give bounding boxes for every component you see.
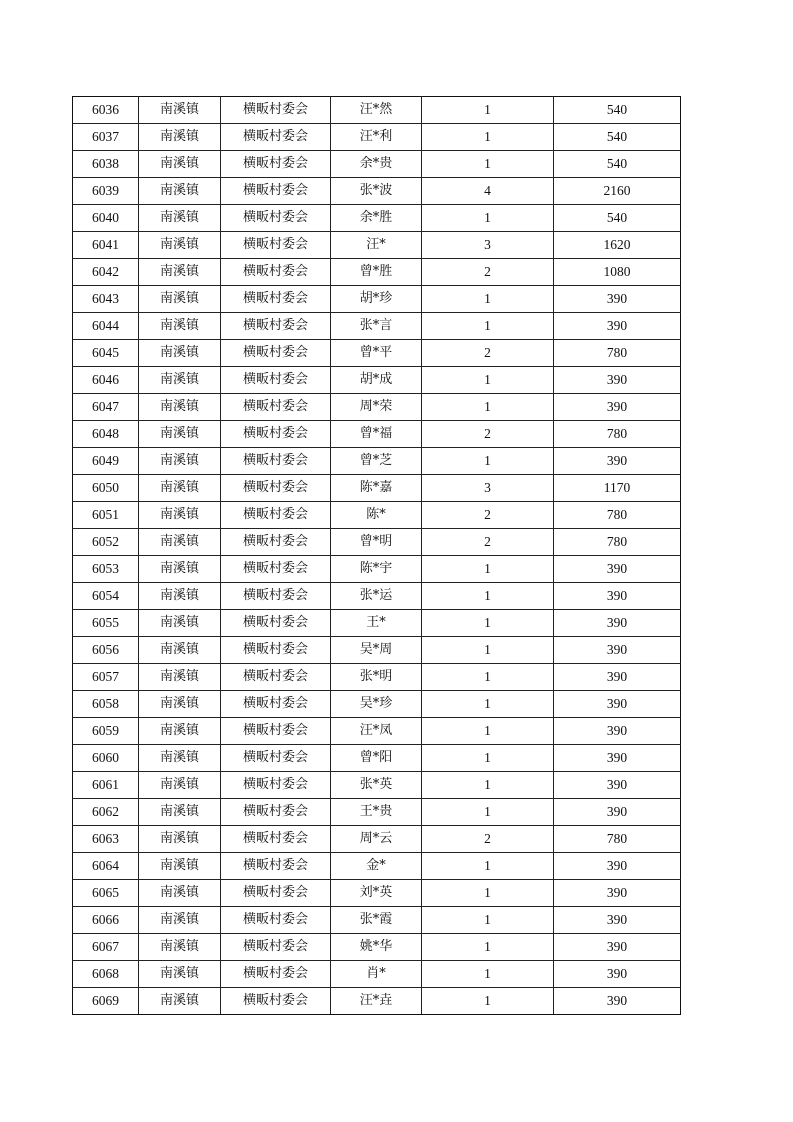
table-row (73, 232, 681, 259)
town-cell: 南溪镇 (139, 394, 221, 421)
name-cell: 周*云 (331, 826, 422, 853)
serial-number-cell: 6045 (73, 340, 139, 367)
amount-cell: 540 (554, 205, 681, 232)
village-committee-cell: 横畈村委会 (221, 502, 331, 529)
town-cell: 南溪镇 (139, 610, 221, 637)
town-cell: 南溪镇 (139, 718, 221, 745)
town-cell: 南溪镇 (139, 556, 221, 583)
count-cell: 1 (422, 313, 554, 340)
serial-number-cell: 6036 (73, 97, 139, 124)
town-cell: 南溪镇 (139, 475, 221, 502)
count-cell: 1 (422, 880, 554, 907)
count-cell: 1 (422, 124, 554, 151)
serial-number-cell: 6067 (73, 934, 139, 961)
name-cell: 曾*阳 (331, 745, 422, 772)
amount-cell: 390 (554, 610, 681, 637)
village-committee-cell: 横畈村委会 (221, 340, 331, 367)
table-row (73, 124, 681, 151)
table-row (73, 421, 681, 448)
serial-number-cell: 6051 (73, 502, 139, 529)
table-row (73, 178, 681, 205)
town-cell: 南溪镇 (139, 232, 221, 259)
amount-cell: 540 (554, 97, 681, 124)
name-cell: 张*霞 (331, 907, 422, 934)
village-committee-cell: 横畈村委会 (221, 826, 331, 853)
amount-cell: 390 (554, 745, 681, 772)
serial-number-cell: 6043 (73, 286, 139, 313)
serial-number-cell: 6050 (73, 475, 139, 502)
village-committee-cell: 横畈村委会 (221, 97, 331, 124)
serial-number-cell: 6038 (73, 151, 139, 178)
count-cell: 1 (422, 556, 554, 583)
village-committee-cell: 横畈村委会 (221, 583, 331, 610)
name-cell: 汪*然 (331, 97, 422, 124)
town-cell: 南溪镇 (139, 205, 221, 232)
name-cell: 胡*珍 (331, 286, 422, 313)
village-committee-cell: 横畈村委会 (221, 421, 331, 448)
table-row (73, 394, 681, 421)
table-row (73, 367, 681, 394)
table-row (73, 313, 681, 340)
town-cell: 南溪镇 (139, 799, 221, 826)
name-cell: 汪* (331, 232, 422, 259)
town-cell: 南溪镇 (139, 313, 221, 340)
serial-number-cell: 6060 (73, 745, 139, 772)
town-cell: 南溪镇 (139, 934, 221, 961)
serial-number-cell: 6047 (73, 394, 139, 421)
table-row (73, 718, 681, 745)
table-row (73, 664, 681, 691)
table-row (73, 556, 681, 583)
serial-number-cell: 6048 (73, 421, 139, 448)
amount-cell: 390 (554, 448, 681, 475)
amount-cell: 780 (554, 421, 681, 448)
serial-number-cell: 6064 (73, 853, 139, 880)
town-cell: 南溪镇 (139, 988, 221, 1015)
amount-cell: 1170 (554, 475, 681, 502)
village-committee-cell: 横畈村委会 (221, 394, 331, 421)
amount-cell: 390 (554, 664, 681, 691)
table-row (73, 97, 681, 124)
serial-number-cell: 6069 (73, 988, 139, 1015)
serial-number-cell: 6062 (73, 799, 139, 826)
town-cell: 南溪镇 (139, 367, 221, 394)
amount-cell: 780 (554, 529, 681, 556)
serial-number-cell: 6054 (73, 583, 139, 610)
count-cell: 1 (422, 151, 554, 178)
amount-cell: 390 (554, 367, 681, 394)
serial-number-cell: 6039 (73, 178, 139, 205)
serial-number-cell: 6040 (73, 205, 139, 232)
town-cell: 南溪镇 (139, 448, 221, 475)
village-committee-cell: 横畈村委会 (221, 529, 331, 556)
town-cell: 南溪镇 (139, 637, 221, 664)
name-cell: 汪*利 (331, 124, 422, 151)
count-cell: 1 (422, 934, 554, 961)
town-cell: 南溪镇 (139, 772, 221, 799)
serial-number-cell: 6042 (73, 259, 139, 286)
table-row (73, 475, 681, 502)
name-cell: 周*荣 (331, 394, 422, 421)
table-row (73, 205, 681, 232)
serial-number-cell: 6058 (73, 691, 139, 718)
name-cell: 刘*英 (331, 880, 422, 907)
name-cell: 王* (331, 610, 422, 637)
table-row (73, 259, 681, 286)
village-committee-cell: 横畈村委会 (221, 907, 331, 934)
table-row (73, 745, 681, 772)
amount-cell: 1080 (554, 259, 681, 286)
serial-number-cell: 6065 (73, 880, 139, 907)
name-cell: 陈* (331, 502, 422, 529)
amount-cell: 780 (554, 340, 681, 367)
serial-number-cell: 6049 (73, 448, 139, 475)
amount-cell: 780 (554, 826, 681, 853)
count-cell: 2 (422, 259, 554, 286)
count-cell: 1 (422, 664, 554, 691)
serial-number-cell: 6041 (73, 232, 139, 259)
name-cell: 曾*明 (331, 529, 422, 556)
name-cell: 陈*宇 (331, 556, 422, 583)
village-committee-cell: 横畈村委会 (221, 664, 331, 691)
count-cell: 1 (422, 799, 554, 826)
count-cell: 1 (422, 583, 554, 610)
serial-number-cell: 6046 (73, 367, 139, 394)
count-cell: 2 (422, 826, 554, 853)
town-cell: 南溪镇 (139, 421, 221, 448)
table-row (73, 853, 681, 880)
village-committee-cell: 横畈村委会 (221, 988, 331, 1015)
village-committee-cell: 横畈村委会 (221, 772, 331, 799)
name-cell: 张*英 (331, 772, 422, 799)
village-committee-cell: 横畈村委会 (221, 556, 331, 583)
town-cell: 南溪镇 (139, 259, 221, 286)
village-committee-cell: 横畈村委会 (221, 259, 331, 286)
table-row (73, 151, 681, 178)
village-committee-cell: 横畈村委会 (221, 286, 331, 313)
village-committee-cell: 横畈村委会 (221, 313, 331, 340)
serial-number-cell: 6037 (73, 124, 139, 151)
amount-cell: 540 (554, 124, 681, 151)
count-cell: 1 (422, 745, 554, 772)
village-committee-cell: 横畈村委会 (221, 880, 331, 907)
village-committee-cell: 横畈村委会 (221, 448, 331, 475)
amount-cell: 390 (554, 799, 681, 826)
name-cell: 姚*华 (331, 934, 422, 961)
amount-cell: 390 (554, 907, 681, 934)
name-cell: 余*贵 (331, 151, 422, 178)
town-cell: 南溪镇 (139, 286, 221, 313)
count-cell: 1 (422, 988, 554, 1015)
table-row (73, 610, 681, 637)
village-committee-cell: 横畈村委会 (221, 934, 331, 961)
town-cell: 南溪镇 (139, 826, 221, 853)
town-cell: 南溪镇 (139, 178, 221, 205)
table-row (73, 907, 681, 934)
table-row (73, 286, 681, 313)
village-committee-cell: 横畈村委会 (221, 367, 331, 394)
town-cell: 南溪镇 (139, 340, 221, 367)
village-committee-cell: 横畈村委会 (221, 691, 331, 718)
serial-number-cell: 6052 (73, 529, 139, 556)
name-cell: 曾*胜 (331, 259, 422, 286)
town-cell: 南溪镇 (139, 124, 221, 151)
table-row (73, 961, 681, 988)
table-row (73, 637, 681, 664)
amount-cell: 390 (554, 988, 681, 1015)
count-cell: 1 (422, 718, 554, 745)
village-committee-cell: 横畈村委会 (221, 151, 331, 178)
name-cell: 吴*周 (331, 637, 422, 664)
serial-number-cell: 6055 (73, 610, 139, 637)
count-cell: 1 (422, 907, 554, 934)
amount-cell: 390 (554, 691, 681, 718)
name-cell: 汪*凤 (331, 718, 422, 745)
count-cell: 1 (422, 610, 554, 637)
count-cell: 4 (422, 178, 554, 205)
village-committee-cell: 横畈村委会 (221, 475, 331, 502)
name-cell: 张*言 (331, 313, 422, 340)
town-cell: 南溪镇 (139, 691, 221, 718)
count-cell: 2 (422, 502, 554, 529)
table-row (73, 988, 681, 1015)
amount-cell: 390 (554, 286, 681, 313)
table-row (73, 502, 681, 529)
table-row (73, 934, 681, 961)
count-cell: 1 (422, 367, 554, 394)
serial-number-cell: 6066 (73, 907, 139, 934)
serial-number-cell: 6057 (73, 664, 139, 691)
amount-cell: 390 (554, 637, 681, 664)
village-committee-cell: 横畈村委会 (221, 745, 331, 772)
town-cell: 南溪镇 (139, 907, 221, 934)
name-cell: 张*波 (331, 178, 422, 205)
count-cell: 1 (422, 772, 554, 799)
name-cell: 张*明 (331, 664, 422, 691)
village-committee-cell: 横畈村委会 (221, 961, 331, 988)
town-cell: 南溪镇 (139, 529, 221, 556)
serial-number-cell: 6056 (73, 637, 139, 664)
amount-cell: 390 (554, 880, 681, 907)
town-cell: 南溪镇 (139, 502, 221, 529)
table-row (73, 799, 681, 826)
amount-cell: 390 (554, 583, 681, 610)
amount-cell: 390 (554, 313, 681, 340)
count-cell: 1 (422, 205, 554, 232)
count-cell: 1 (422, 637, 554, 664)
table-row (73, 772, 681, 799)
name-cell: 曾*福 (331, 421, 422, 448)
table-row (73, 529, 681, 556)
data-table (72, 96, 681, 1015)
count-cell: 1 (422, 286, 554, 313)
name-cell: 王*贵 (331, 799, 422, 826)
count-cell: 1 (422, 97, 554, 124)
name-cell: 胡*成 (331, 367, 422, 394)
name-cell: 汪*垚 (331, 988, 422, 1015)
amount-cell: 390 (554, 556, 681, 583)
amount-cell: 2160 (554, 178, 681, 205)
amount-cell: 780 (554, 502, 681, 529)
serial-number-cell: 6044 (73, 313, 139, 340)
amount-cell: 390 (554, 772, 681, 799)
town-cell: 南溪镇 (139, 97, 221, 124)
serial-number-cell: 6068 (73, 961, 139, 988)
count-cell: 1 (422, 394, 554, 421)
amount-cell: 390 (554, 718, 681, 745)
count-cell: 1 (422, 853, 554, 880)
name-cell: 金* (331, 853, 422, 880)
village-committee-cell: 横畈村委会 (221, 232, 331, 259)
town-cell: 南溪镇 (139, 151, 221, 178)
name-cell: 陈*嘉 (331, 475, 422, 502)
town-cell: 南溪镇 (139, 583, 221, 610)
name-cell: 曾*平 (331, 340, 422, 367)
name-cell: 余*胜 (331, 205, 422, 232)
table-row (73, 826, 681, 853)
town-cell: 南溪镇 (139, 961, 221, 988)
amount-cell: 390 (554, 853, 681, 880)
amount-cell: 390 (554, 394, 681, 421)
village-committee-cell: 横畈村委会 (221, 610, 331, 637)
town-cell: 南溪镇 (139, 880, 221, 907)
count-cell: 3 (422, 232, 554, 259)
village-committee-cell: 横畈村委会 (221, 799, 331, 826)
name-cell: 张*运 (331, 583, 422, 610)
serial-number-cell: 6053 (73, 556, 139, 583)
count-cell: 2 (422, 340, 554, 367)
table-row (73, 880, 681, 907)
town-cell: 南溪镇 (139, 853, 221, 880)
name-cell: 吴*珍 (331, 691, 422, 718)
amount-cell: 540 (554, 151, 681, 178)
count-cell: 1 (422, 961, 554, 988)
count-cell: 2 (422, 529, 554, 556)
village-committee-cell: 横畈村委会 (221, 205, 331, 232)
village-committee-cell: 横畈村委会 (221, 124, 331, 151)
count-cell: 1 (422, 691, 554, 718)
village-committee-cell: 横畈村委会 (221, 178, 331, 205)
serial-number-cell: 6059 (73, 718, 139, 745)
serial-number-cell: 6063 (73, 826, 139, 853)
count-cell: 3 (422, 475, 554, 502)
table-row (73, 448, 681, 475)
table-row (73, 583, 681, 610)
amount-cell: 390 (554, 934, 681, 961)
table-body (73, 97, 681, 1015)
name-cell: 曾*芝 (331, 448, 422, 475)
count-cell: 1 (422, 448, 554, 475)
amount-cell: 390 (554, 961, 681, 988)
village-committee-cell: 横畈村委会 (221, 853, 331, 880)
amount-cell: 1620 (554, 232, 681, 259)
name-cell: 肖* (331, 961, 422, 988)
village-committee-cell: 横畈村委会 (221, 718, 331, 745)
town-cell: 南溪镇 (139, 745, 221, 772)
serial-number-cell: 6061 (73, 772, 139, 799)
village-committee-cell: 横畈村委会 (221, 637, 331, 664)
town-cell: 南溪镇 (139, 664, 221, 691)
table-row (73, 340, 681, 367)
table-row (73, 691, 681, 718)
count-cell: 2 (422, 421, 554, 448)
